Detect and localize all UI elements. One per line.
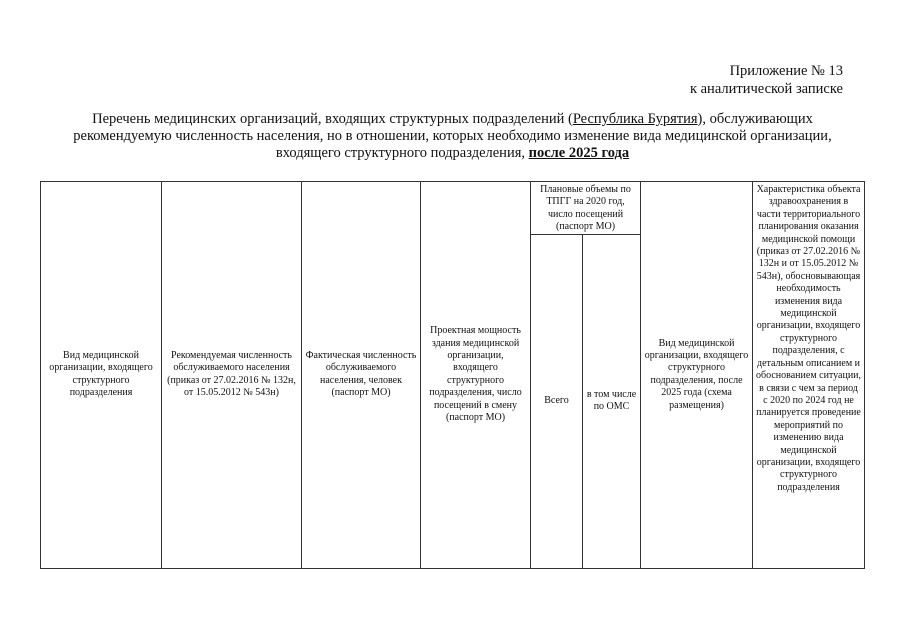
organizations-table xyxy=(40,181,865,569)
header-recommended-population: Рекомендуемая численность обслуживаемого населения (приказ от 27.02.2016 № 132н, от 15.05.2012 № 543н) xyxy=(162,182,302,569)
document-title xyxy=(60,111,845,162)
header-characteristics: Характеристика объекта здравоохранения в части территориального планирования оказания медицинской помощи (приказ от 27.02.2016 № 132н и от 15.05.2012 № 543н), обосновывающая необходимость изменения вида медицинской организации, входящего структурного подразделения, с детальным описанием и обоснованием ситуации, в связи с чем за период с 2020 по 2024 год не планируется проведение мероприятий по изменению вида медицинской организации, входящего структурного подразделения xyxy=(753,182,865,569)
appendix-reference: к аналитической записке xyxy=(689,81,843,97)
title-part-2: ), обслуживающих рекомендуемую численность населения, но в отношении, которых необходимо изменение вида медицинской организации, входящего структурного подразделения, xyxy=(73,111,832,161)
header-design-capacity: Проектная мощность здания медицинской организации, входящего структурного подразделения, число посещений в смену (паспорт МО) xyxy=(421,182,531,569)
title-emphasis: после 2025 года xyxy=(528,145,630,161)
header-total: Всего xyxy=(531,234,583,568)
title-part-1: Перечень медицинских организаций, входящих структурных подразделений ( xyxy=(92,111,573,127)
header-oms: в том числе по ОМС xyxy=(583,234,641,568)
header-planned-volumes: Плановые объемы по ТПГГ на 2020 год, число посещений (паспорт МО) xyxy=(531,182,641,235)
title-region: Республика Бурятия xyxy=(572,111,698,127)
header-actual-population: Фактическая численность обслуживаемого населения, человек (паспорт МО) xyxy=(302,182,421,569)
appendix-header xyxy=(690,62,843,98)
appendix-number: Приложение № 13 xyxy=(729,63,843,79)
header-org-type-after-2025: Вид медицинской организации, входящего структурного подразделения, после 2025 года (схема размещения) xyxy=(641,182,753,569)
header-org-type: Вид медицинской организации, входящего структурного подразделения xyxy=(41,182,162,569)
